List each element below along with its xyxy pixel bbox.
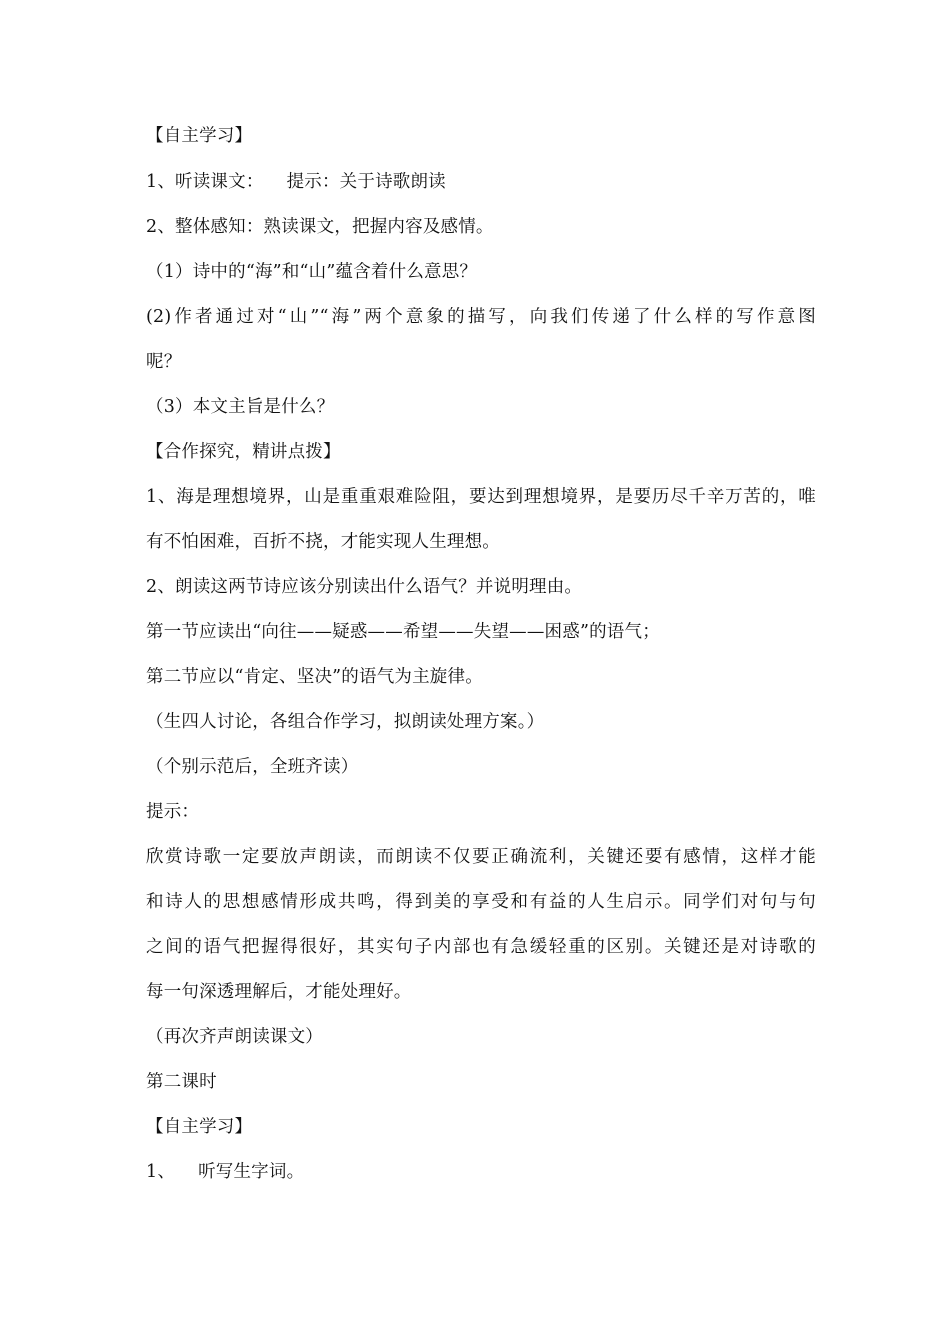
item-overall-perception: 2、整体感知：熟读课文，把握内容及感情。 xyxy=(146,217,494,237)
answer-1-line-2: 有不怕困难，百折不挠，才能实现人生理想。 xyxy=(146,532,500,552)
answer-2-question: 2、朗读这两节诗应该分别读出什么语气？并说明理由。 xyxy=(146,577,583,597)
activity-reread: （再次齐声朗读课文） xyxy=(146,1027,323,1047)
tip-heading: 提示： xyxy=(146,802,200,822)
question-2-line-2: 呢？ xyxy=(146,352,182,372)
item-listen-read: 1、听读课文： 提示：关于诗歌朗读 xyxy=(146,172,446,192)
section-heading-self-study: 【自主学习】 xyxy=(146,126,253,146)
question-2-line-1: (2)作者通过对“山”“海”两个意象的描写，向我们传递了什么样的写作意图 xyxy=(146,307,816,327)
answer-2-stanza-2: 第二节应以“肯定、坚决”的语气为主旋律。 xyxy=(146,667,483,687)
question-1: （1）诗中的“海”和“山”蕴含着什么意思？ xyxy=(146,262,478,282)
answer-2-stanza-1: 第一节应读出“向往——疑惑——希望——失望——困惑”的语气； xyxy=(146,622,660,642)
activity-discussion: （生四人讨论，各组合作学习，拟朗读处理方案。） xyxy=(146,712,545,732)
tip-paragraph-line-2: 和诗人的思想感情形成共鸣，得到美的享受和有益的人生启示。同学们对句与句 xyxy=(146,892,816,912)
tip-paragraph-line-3: 之间的语气把握得很好，其实句子内部也有急缓轻重的区别。关键还是对诗歌的 xyxy=(146,937,816,957)
section-heading-self-study-2: 【自主学习】 xyxy=(146,1117,253,1137)
section-heading-cooperation: 【合作探究，精讲点拨】 xyxy=(146,442,341,462)
lesson-two-heading: 第二课时 xyxy=(146,1072,217,1092)
answer-1-line-1: 1、海是理想境界，山是重重艰难险阻，要达到理想境界，是要历尽千辛万苦的，唯 xyxy=(146,487,816,507)
tip-paragraph-line-4: 每一句深透理解后，才能处理好。 xyxy=(146,982,412,1002)
tip-paragraph-line-1: 欣赏诗歌一定要放声朗读，而朗读不仅要正确流利，关键还要有感情，这样才能 xyxy=(146,847,816,867)
item-dictation: 1、 听写生字词。 xyxy=(146,1162,305,1182)
activity-reading: （个别示范后，全班齐读） xyxy=(146,757,359,777)
question-3: （3）本文主旨是什么？ xyxy=(146,397,335,417)
